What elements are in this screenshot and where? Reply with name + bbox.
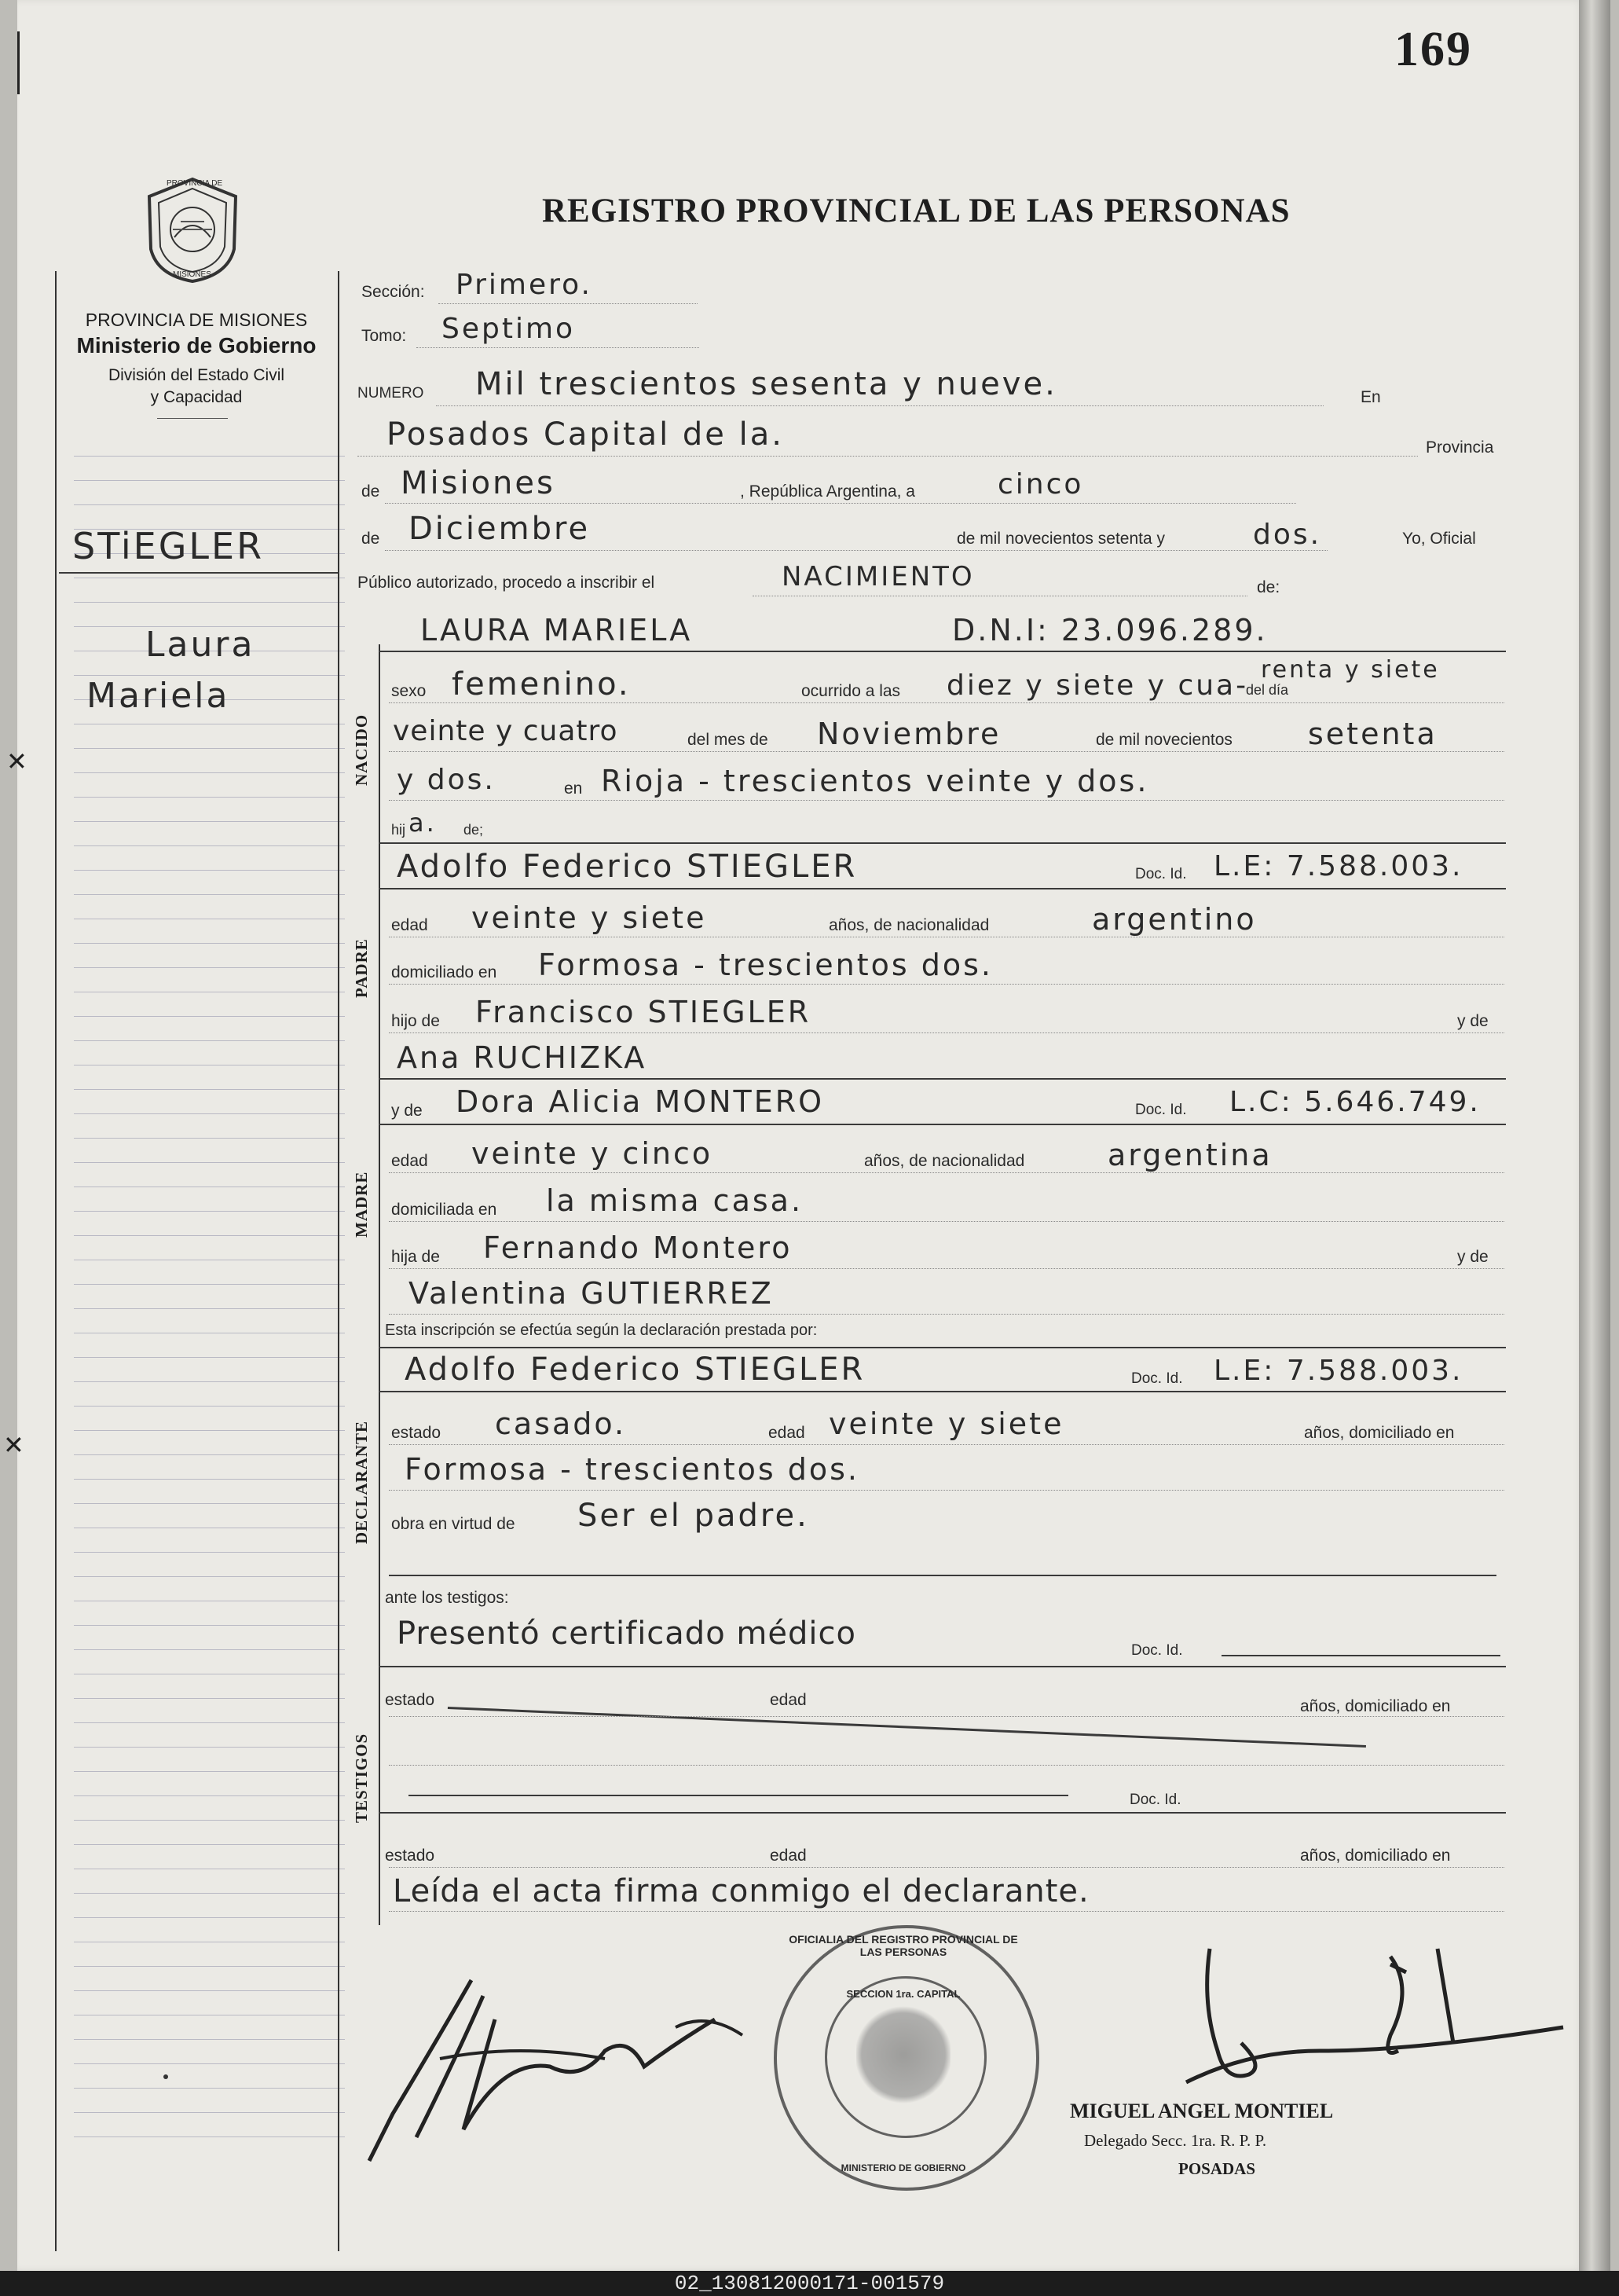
madre-section-label: MADRE bbox=[352, 1171, 371, 1238]
testigo1-rule bbox=[379, 1666, 1506, 1667]
nacido-dni: D.N.I: 23.096.289. bbox=[952, 613, 1268, 647]
en-label: En bbox=[1361, 388, 1381, 406]
testigo-estado-label: estado bbox=[385, 1691, 435, 1709]
dia-label: del día bbox=[1246, 682, 1289, 698]
page-edge bbox=[1579, 0, 1610, 2271]
dotted-rule bbox=[389, 1716, 1504, 1717]
declarante-dom-label: años, domiciliado en bbox=[1304, 1424, 1455, 1442]
madre-nac: argentina bbox=[1108, 1138, 1273, 1172]
hij-label: hij bbox=[391, 822, 406, 838]
signature-declarante bbox=[346, 1964, 754, 2169]
dotted-rule bbox=[438, 303, 698, 304]
nacido-section-label: NACIDO bbox=[352, 713, 371, 786]
official-name: MIGUEL ANGEL MONTIEL bbox=[1070, 2100, 1334, 2122]
page-number: 169 bbox=[1394, 23, 1472, 76]
padre-nac-label: años, de nacionalidad bbox=[829, 916, 990, 934]
seccion-label: Sección: bbox=[361, 283, 425, 301]
testigo-doc2-label: Doc. Id. bbox=[1130, 1792, 1181, 1808]
dotted-rule bbox=[389, 1911, 1504, 1912]
padre-top-rule bbox=[379, 842, 1506, 844]
padre-doc-label: Doc. Id. bbox=[1135, 866, 1187, 882]
madre-nombre: Dora Alicia MONTERO bbox=[456, 1084, 825, 1119]
nacido-rule bbox=[379, 651, 1506, 652]
tomo-value: Septimo bbox=[441, 313, 576, 345]
anio-label: de mil novecientos setenta y bbox=[957, 530, 1165, 548]
republica-label: , República Argentina, a bbox=[740, 482, 915, 501]
page-title: REGISTRO PROVINCIAL DE LAS PERSONAS bbox=[542, 193, 1291, 229]
declarante-top-rule bbox=[379, 1347, 1506, 1348]
declarante-dom: Formosa - trescientos dos. bbox=[405, 1452, 859, 1487]
org-province: PROVINCIA DE MISIONES bbox=[85, 310, 308, 330]
binding-line bbox=[17, 31, 20, 94]
madre-edad: veinte y cinco bbox=[471, 1136, 713, 1171]
provincia-value: Misiones bbox=[401, 465, 555, 501]
padre-nac: argentino bbox=[1092, 902, 1257, 937]
sexo-value: femenino. bbox=[452, 666, 631, 702]
seal-text-bottom: MISIONES bbox=[173, 270, 211, 279]
dotted-rule bbox=[385, 550, 1328, 551]
scan-id-footer: 02_130812000171-001579 bbox=[0, 2271, 1619, 2296]
padre-doc: L.E: 7.588.003. bbox=[1214, 850, 1463, 882]
nacido-anio: setenta bbox=[1308, 717, 1438, 751]
publico-label: Público autorizado, procedo a inscribir el bbox=[357, 574, 655, 592]
madre-madre-de: Valentina GUTIERREZ bbox=[408, 1276, 774, 1311]
margin-given2: Mariela bbox=[86, 676, 230, 716]
dotted-rule bbox=[389, 1221, 1504, 1222]
padre-padre-de: Francisco STIEGLER bbox=[475, 995, 811, 1029]
org-division: División del Estado Civil bbox=[108, 366, 285, 384]
tomo-label: Tomo: bbox=[361, 327, 407, 345]
testigo2-line bbox=[408, 1795, 1068, 1796]
nacido-nombre: LAURA MARIELA bbox=[420, 613, 693, 647]
official-city: POSADAS bbox=[1178, 2159, 1256, 2178]
stamp-text-ring: OFICIALIA DEL REGISTRO PROVINCIAL DE LAS PERSONAS bbox=[789, 1933, 1018, 1958]
seal-text-top: PROVINCIA DE bbox=[167, 179, 223, 188]
hora-label: ocurrido a las bbox=[801, 682, 901, 700]
margin-surname-rule bbox=[59, 572, 338, 574]
madre-doc: L.C: 5.646.749. bbox=[1229, 1086, 1481, 1118]
padre-nombre: Adolfo Federico STIEGLER bbox=[397, 849, 858, 885]
padre-dom: Formosa - trescientos dos. bbox=[538, 948, 993, 982]
madre-rule bbox=[379, 1124, 1506, 1125]
dotted-rule bbox=[389, 1444, 1504, 1445]
testigo-doc-rule bbox=[1222, 1655, 1500, 1656]
cierre-text: Leída el acta firma conmigo el declarante. bbox=[393, 1873, 1090, 1909]
de-label: de: bbox=[1257, 578, 1280, 596]
padre-dom-label: domiciliado en bbox=[391, 963, 497, 981]
section-rule bbox=[379, 644, 380, 1925]
testigo-edad-label: edad bbox=[770, 1691, 807, 1709]
dotted-rule bbox=[389, 800, 1504, 801]
dotted-rule bbox=[389, 751, 1504, 752]
obra-rule bbox=[389, 1575, 1496, 1576]
padre-madre-de: Ana RUCHIZKA bbox=[397, 1040, 647, 1075]
testigos-section-label: TESTIGOS bbox=[352, 1733, 371, 1823]
frame-divider bbox=[338, 271, 339, 2251]
declarante-edad: veinte y siete bbox=[829, 1407, 1064, 1441]
margin-given1: Laura bbox=[145, 625, 255, 665]
testigo-dom2-label: años, domiciliado en bbox=[1300, 1847, 1451, 1865]
dia-value: cinco bbox=[998, 468, 1084, 501]
nacido-mes: Noviembre bbox=[817, 717, 1002, 751]
frame-left bbox=[55, 271, 57, 2251]
declarante-doc-label: Doc. Id. bbox=[1131, 1370, 1183, 1387]
testigo-dom-label: años, domiciliado en bbox=[1300, 1697, 1451, 1715]
madre-dom: la misma casa. bbox=[546, 1183, 804, 1218]
de-hij-label: de; bbox=[463, 822, 484, 838]
hora-value: diez y siete y cua- bbox=[947, 669, 1249, 702]
declarante-obra: Ser el padre. bbox=[577, 1498, 809, 1534]
dotted-rule bbox=[385, 503, 1296, 504]
mes-value: Diciembre bbox=[408, 511, 591, 547]
province-seal bbox=[141, 174, 244, 284]
acto-value: NACIMIENTO bbox=[782, 561, 975, 592]
numero-label: NUMERO bbox=[357, 385, 424, 402]
seccion-value: Primero. bbox=[456, 269, 592, 301]
dotted-rule bbox=[389, 1268, 1504, 1269]
dotted-rule bbox=[389, 984, 1504, 985]
ante-label: ante los testigos: bbox=[385, 1589, 509, 1607]
dotted-rule bbox=[389, 1490, 1504, 1491]
testigo1: Presentó certificado médico bbox=[397, 1616, 856, 1652]
dotted-rule bbox=[416, 347, 699, 348]
testigo-estado2-label: estado bbox=[385, 1847, 435, 1865]
nacido-anio2: y dos. bbox=[397, 764, 496, 796]
binding-mark: ✕ bbox=[3, 1431, 24, 1459]
madre-hija-label: hija de bbox=[391, 1248, 440, 1266]
dotted-rule bbox=[389, 1032, 1504, 1033]
testigo-doc-label: Doc. Id. bbox=[1131, 1642, 1183, 1659]
org-division2: y Capacidad bbox=[150, 388, 243, 406]
padre-rule bbox=[379, 888, 1506, 889]
padre-yde-label: y de bbox=[1457, 1012, 1489, 1030]
declarante-edad-label: edad bbox=[768, 1424, 805, 1442]
padre-edad-label: edad bbox=[391, 916, 428, 934]
testigo-edad2-label: edad bbox=[770, 1847, 807, 1865]
declarante-section-label: DECLARANTE bbox=[352, 1420, 371, 1544]
dotted-rule bbox=[389, 1867, 1504, 1868]
de1-label: de bbox=[361, 482, 380, 501]
dotted-rule bbox=[357, 456, 1418, 457]
en-nac-label: en bbox=[564, 779, 583, 798]
padre-hijo-label: hijo de bbox=[391, 1012, 440, 1030]
sexo-label: sexo bbox=[391, 682, 427, 700]
madre-nac-label: años, de nacionalidad bbox=[864, 1152, 1025, 1170]
madre-yde-label: y de bbox=[391, 1102, 423, 1120]
dotted-rule bbox=[389, 1765, 1504, 1766]
madre-doc-label: Doc. Id. bbox=[1135, 1102, 1187, 1118]
anio-value: dos. bbox=[1253, 519, 1322, 551]
nacido-lugar: Rioja - trescientos veinte y dos. bbox=[601, 764, 1149, 798]
stamp-text-bottom: MINISTERIO DE GOBIERNO bbox=[841, 2162, 966, 2173]
estado-label: estado bbox=[391, 1424, 441, 1442]
madre-dom-label: domiciliada en bbox=[391, 1201, 497, 1219]
dotted-rule bbox=[389, 702, 1504, 703]
hij-value: a. bbox=[408, 808, 437, 838]
declarante-intro: Esta inscripción se efectúa según la declaración prestada por: bbox=[385, 1322, 818, 1339]
official-role: Delegado Secc. 1ra. R. P. P. bbox=[1084, 2131, 1267, 2150]
dotted-rule bbox=[389, 1314, 1504, 1315]
madre-top-rule bbox=[379, 1078, 1506, 1080]
dotted-rule bbox=[389, 1172, 1504, 1173]
testigo2-rule bbox=[379, 1812, 1506, 1814]
declarante-estado: casado. bbox=[495, 1407, 627, 1441]
org-ministry: Ministerio de Gobierno bbox=[76, 333, 317, 358]
provincia-label: Provincia bbox=[1426, 438, 1494, 457]
margin-dot bbox=[163, 2074, 168, 2079]
declarante-doc: L.E: 7.588.003. bbox=[1214, 1355, 1463, 1387]
obra-label: obra en virtud de bbox=[391, 1515, 515, 1533]
madre-padre-de: Fernando Montero bbox=[483, 1231, 793, 1265]
anio-nac-label: de mil novecientos bbox=[1096, 731, 1233, 749]
hora-sup: renta y siete bbox=[1261, 656, 1440, 684]
lugar-value: Posados Capital de la. bbox=[386, 416, 784, 453]
declarante-nombre: Adolfo Federico STIEGLER bbox=[405, 1352, 866, 1388]
org-rule bbox=[157, 418, 228, 419]
numero-value: Mil trescientos sesenta y nueve. bbox=[475, 366, 1057, 402]
madre-edad-label: edad bbox=[391, 1152, 428, 1170]
dotted-rule bbox=[436, 405, 1324, 406]
margin-surname: STiEGLER bbox=[72, 525, 265, 567]
padre-section-label: PADRE bbox=[352, 938, 371, 998]
padre-edad: veinte y siete bbox=[471, 900, 707, 935]
binding-mark: ✕ bbox=[6, 747, 27, 776]
de2-label: de bbox=[361, 530, 380, 548]
madre-yde2-label: y de bbox=[1457, 1248, 1489, 1266]
stamp-emblem bbox=[856, 2004, 951, 2106]
nacido-dia: veinte y cuatro bbox=[393, 715, 618, 747]
stamp-text-inner: SECCION 1ra. CAPITAL bbox=[846, 1988, 961, 2000]
oficial-label: Yo, Oficial bbox=[1402, 530, 1476, 548]
declarante-rule bbox=[379, 1391, 1506, 1392]
mes-label: del mes de bbox=[687, 731, 768, 749]
